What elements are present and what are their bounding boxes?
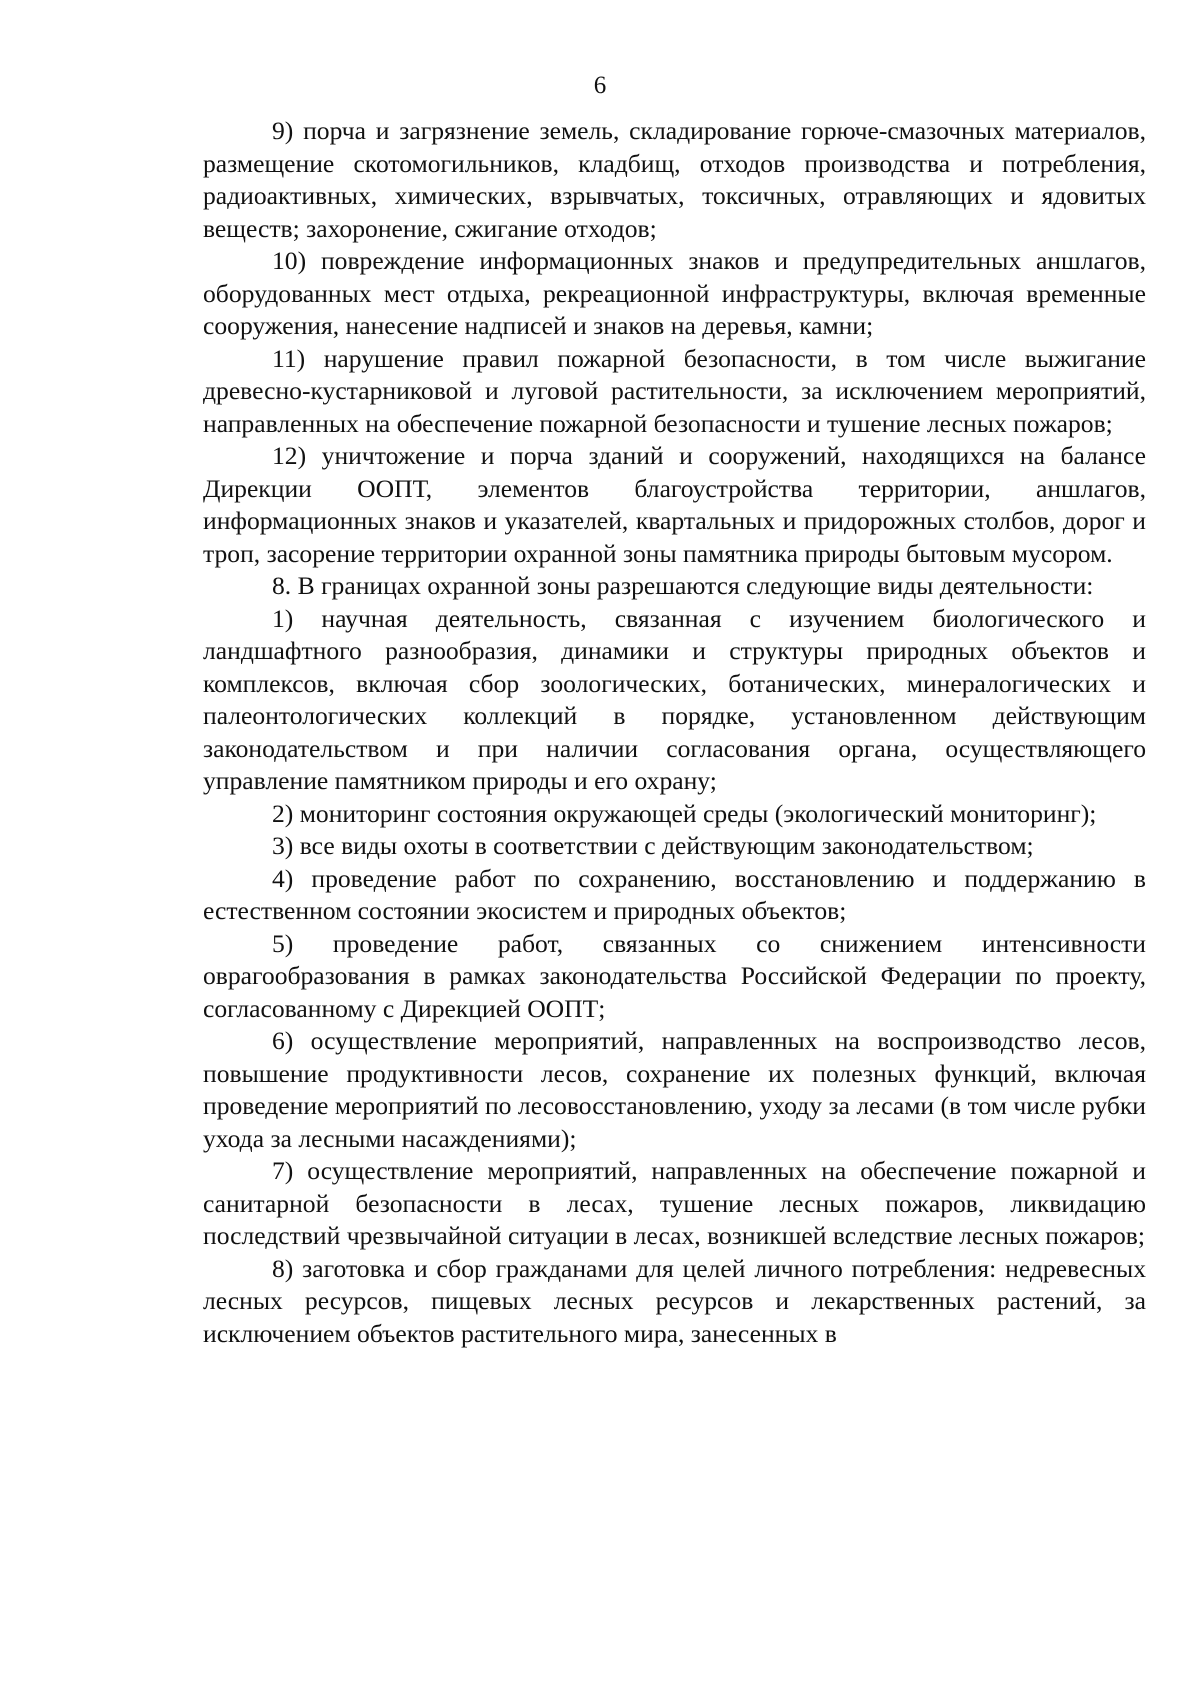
paragraph-item-12-prohibited: 12) уничтожение и порча зданий и сооружений, находящихся на балансе Дирекции ООПТ, элементов благоустройства территории, аншлагов, информационных знаков и указателей, квартальных и придорожных столбов, дорог и троп, засорение территории охранной зоны памятника природы бытовым мусором. bbox=[203, 441, 1146, 568]
paragraph-item-5-allowed: 5) проведение работ, связанных со снижением интенсивности оврагообразования в рамках законодательства Российской Федерации по проекту, согласованному с Дирекцией ООПТ; bbox=[203, 928, 1146, 1023]
paragraph-item-3-allowed: 3) все виды охоты в соответствии с действующим законодательством; bbox=[272, 831, 1034, 860]
paragraph-item-4-allowed: 4) проведение работ по сохранению, восстановлению и поддержанию в естественном состоянии экосистем и природных объектов; bbox=[203, 863, 1146, 925]
paragraph-item-6-allowed: 6) осуществление мероприятий, направленных на воспроизводство лесов, повышение продуктивности лесов, сохранение их полезных функций, включая проведение мероприятий по лесовосстановлению, уходу за лесами (в том числе рубки ухода за лесными насаждениями); bbox=[203, 1026, 1146, 1153]
paragraph-item-8-allowed: 8) заготовка и сбор гражданами для целей личного потребления: недревесных лесных ресурсов, пищевых лесных ресурсов и лекарственных растений, за исключением объектов растительного мира, занесенных в bbox=[203, 1253, 1146, 1348]
paragraph-item-11-prohibited: 11) нарушение правил пожарной безопасности, в том числе выжигание древесно-кустарниковой и луговой растительности, за исключением мероприятий, направленных на обеспечение пожарной безопасности и тушение лесных пожаров; bbox=[203, 343, 1146, 438]
document-body bbox=[203, 115, 1146, 1350]
paragraph-item-7-allowed: 7) осуществление мероприятий, направленных на обеспечение пожарной и санитарной безопасности в лесах, тушение лесных пожаров, ликвидацию последствий чрезвычайной ситуации в лесах, возникшей вследствие лесных пожаров; bbox=[203, 1156, 1146, 1250]
paragraph-item-1-allowed: 1) научная деятельность, связанная с изучением биологического и ландшафтного разнообразия, динамики и структуры природных объектов и комплексов, включая сбор зоологических, ботанических, минералогических и палеонтологических коллекций в порядке, установленном действующим законодательством и при наличии согласования органа, осуществляющего управление памятником природы и его охрану; bbox=[203, 603, 1146, 795]
page-number: 6 bbox=[593, 72, 607, 99]
paragraph-item-2-allowed: 2) мониторинг состояния окружающей среды (экологический мониторинг); bbox=[272, 798, 1097, 828]
paragraph-item-9-prohibited: 9) порча и загрязнение земель, складирование горюче-смазочных материалов, размещение скотомогильников, кладбищ, отходов производства и потребления, радиоактивных, химических, взрывчатых, токсичных, отравляющих и ядовитых веществ; захоронение, сжигание отходов; bbox=[203, 116, 1146, 243]
paragraph-section-8: 8. В границах охранной зоны разрешаются следующие виды деятельности: bbox=[272, 571, 1094, 600]
paragraph-item-10-prohibited: 10) повреждение информационных знаков и предупредительных аншлагов, оборудованных мест отдыха, рекреационной инфраструктуры, включая временные сооружения, нанесение надписей и знаков на деревья, камни; bbox=[203, 246, 1146, 340]
